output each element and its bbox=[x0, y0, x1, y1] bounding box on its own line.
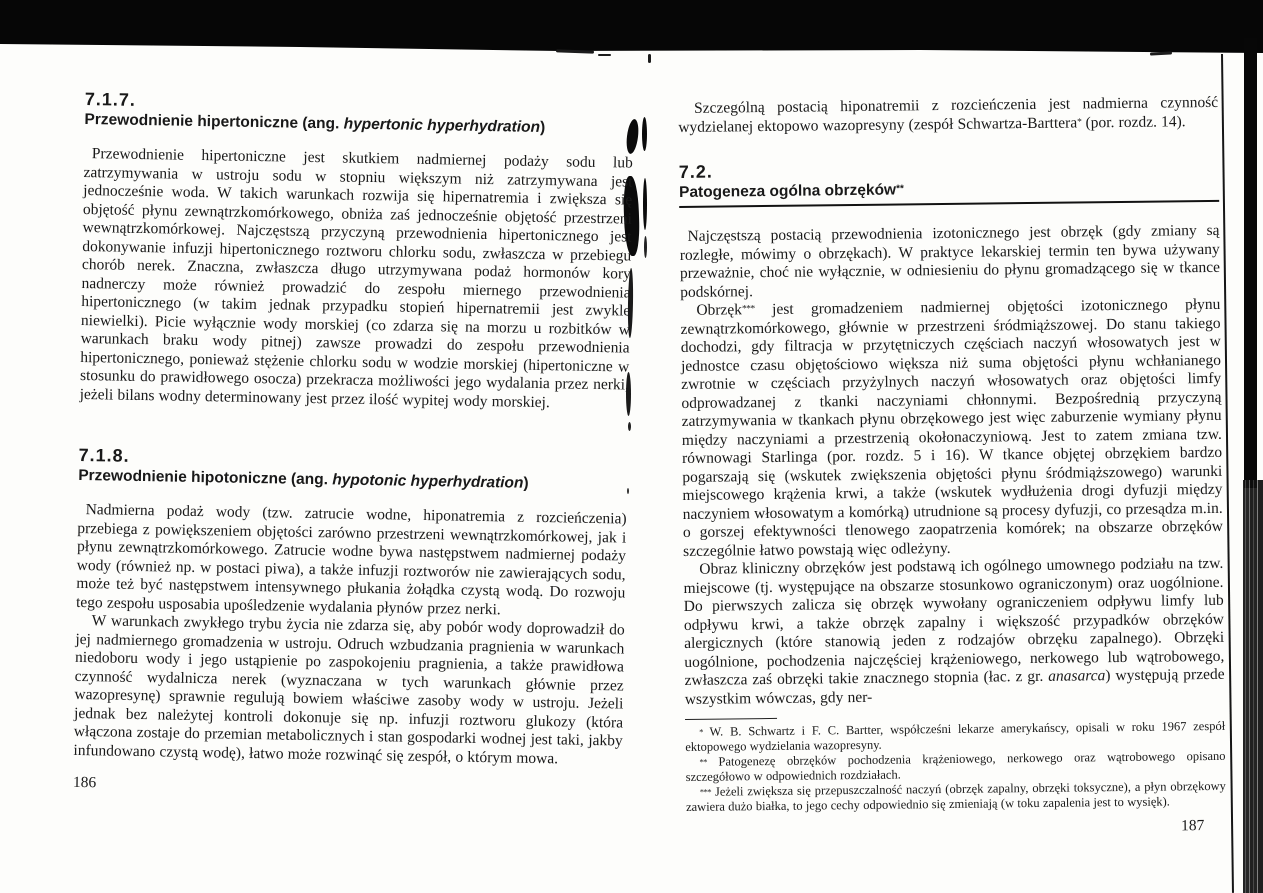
body-paragraph: W warunkach zwykłego trybu życia nie zdarza się, aby pobór wody doprowadził do jej nadmiernego gromadzenia w ustroju. Odruch wzbudzania pragnienia w warunkach niedoboru wody i jego ustąpienie po zaspokojeniu pragnienia, a także prawidłowa czynność wydalnicza nerek (wyznaczana w tych warunkach głównie przez wazopresynę) sprawnie regulują bowiem właściwe zasoby wody w ustroju. Jeżeli jednak bez należytej kontroli dokonuje się np. infuzji roztworu glukozy (która włączona zostaje do przemian metabolicznych i stan gospodarki wodnej jest taki, jakby infundowano czystą wodę), łatwo może rozwinąć się zespół, o którym mowa. bbox=[73, 612, 625, 767]
body-paragraph bbox=[683, 555, 1225, 709]
scan-gutter-mark bbox=[642, 117, 647, 151]
footnote-ref: *** bbox=[741, 304, 755, 315]
footnote bbox=[686, 779, 1226, 815]
section-number: 7.1.8. bbox=[78, 444, 130, 466]
scan-speck bbox=[648, 54, 651, 63]
body-paragraph: Nadmierna podaż wody (tzw. zatrucie wodne, hiponatremia z rozcieńczenia) przebiega z powiększeniem objętości zarówno przestrzeni wewnątrzkomórkowej, jak i płynu zewnątrzkomórkowego. Zatrucie wodne bywa następstwem nadmiernej podaży wody (również np. w postaci piwa), a także infuzji roztworów nie zawierających sodu, może też być następstwem intensywnego płukania żołądka czystą wodą. Do rozwoju tego zespołu usposabia upośledzenie wydalania płynów przez nerki. bbox=[75, 501, 627, 618]
footnote-ref: ** bbox=[895, 183, 904, 195]
section-title-italic: hypotonic hyperhydration bbox=[332, 471, 524, 492]
section-7-1-8 bbox=[73, 446, 627, 770]
scan-speck bbox=[1150, 51, 1172, 55]
page-left bbox=[73, 90, 634, 801]
paragraph-text: Obraz kliniczny obrzęków jest podstawą ich ogólnego umownego podziału na tzw. miejscowe (tj. występujące na obszarze stosunkowo ograniczonym) oraz uogólnione. Do pierwszych zalicza się obrzęk wywołany ograniczeniem odpływu limfy lub odpływu krwi, a także obrzęk zapalny i większość przypadków obrzęków alergicznych (które stanowią jeden z rodzajów obrzęku zapalnego). Obrzęki uogólnione, pochodzenia najczęściej krążeniowego, nerkowego lub wątrobowego, zwłaszcza zaś obrzęki takie znacznego stopnia (łac. z gr. bbox=[683, 554, 1225, 689]
section-title-italic: hypertonic hyperhydration bbox=[343, 115, 541, 136]
footnote-text: Patogenezę obrzęków pochodzenia krążeniowego, nerkowego oraz wątrobowego opisano szczegółowo w odpowiednich rozdziałach. bbox=[685, 748, 1226, 784]
intro-text: Szczególną postacią hiponatremii z rozcieńczenia jest nadmierna czynność wydzielanej ektopowo wazopresyny (zespół Schwartza-Barttera bbox=[678, 93, 1219, 136]
scan-gutter-mark bbox=[628, 422, 631, 431]
scan-gutter-mark bbox=[643, 178, 647, 230]
page-number-left: 186 bbox=[72, 773, 97, 792]
scan-gutter-mark bbox=[644, 236, 647, 258]
footnote-block bbox=[685, 713, 1226, 815]
latin-term-italic: anasarca bbox=[1048, 667, 1106, 685]
section-number: 7.2. bbox=[678, 161, 713, 182]
section-title-close: ) bbox=[539, 118, 546, 137]
section-number: 7.1.7. bbox=[84, 89, 137, 110]
paragraph-lead-word: Obrzęk bbox=[696, 301, 743, 319]
page-right bbox=[678, 94, 1226, 841]
footnote-ref: * bbox=[1077, 116, 1082, 127]
section-title-close: ) bbox=[523, 474, 529, 492]
footnote-marker: ** bbox=[699, 756, 708, 767]
scan-edge-band bbox=[1244, 38, 1257, 488]
scan-speck bbox=[556, 49, 594, 53]
section-title-text: Przewodnienie hipotoniczne (ang. bbox=[78, 466, 333, 489]
scan-edge-band-streaks bbox=[1243, 480, 1263, 893]
section-title-text: Przewodnienie hipertoniczne (ang. bbox=[84, 110, 344, 133]
footnote-separator bbox=[685, 718, 777, 720]
body-paragraph: Najczęstszą postacią przewodnienia izotonicznego jest obrzęk (gdy zmiany są rozległe, mówimy o obrzękach). W praktyce lekarskiej termin ten bywa używany przeważnie, choć nie wyłącznie, w odniesieniu do płynu gromadzącego się w tkance podskórnej. bbox=[679, 221, 1221, 301]
section-7-1-7 bbox=[80, 90, 634, 414]
paragraph-text: jest gromadzeniem nadmiernej objętości izotonicznego płynu zewnątrzkomórkowego, głównie w przestrzeni śródmiąższowej. Do stanu takiego dochodzi, gdy filtracja w przytętniczych częściach naczyń włosowatych jest w jednostce czasu objętościowo większa niż suma objętości płynu wchłanianego zwrotnie w częściach przyżylnych naczyń włosowatych oraz objętości limfy odprowadzanej z tkanki naczyniami chłonnymi. Bezpośrednią przyczyną zatrzymywania w tkankach płynu obrzękowego jest więc zaburzenie wymiany płynu między naczyniami a przestrzenią okołonaczyniową. Jest to zatem zmiana tzw. równowagi Starlinga (por. rozdz. 5 i 16). W tkance objętej obrzękiem bardzo pogarszają się (wskutek zwiększenia objętości płynu śródmiąższowego) warunki miejscowego krążenia krwi, a także (wskutek wydłużenia drogi dyfuzji między naczyniem włosowatym a komórką) utrudnione są procesy dyfuzji, co przesądza m.in. o gorszej efektywności tlenowego zaopatrzenia komórek; na obszarze obrzęków szczególnie łatwo powstają więc odleżyny. bbox=[680, 295, 1223, 560]
footnote-text: Jeżeli zwiększa się przepuszczalność naczyń (obrzęk zapalny, obrzęki toksyczne), a płyn obrzękowy zawiera dużo białka, to jego cechy odpowiednio się zmieniają (w toku zapalenia jest to wysięk). bbox=[685, 778, 1226, 814]
paragraph-text-end: ) występują przede wszystkim wówczas, gdy ner- bbox=[684, 665, 1225, 708]
section-title-text: Patogeneza ogólna obrzęków bbox=[678, 181, 897, 201]
body-paragraph: Przewodnienie hipertoniczne jest skutkiem nadmiernej podaży sodu lub zatrzymywania w ustroju sodu w stopniu większym niż zatrzymywana jest jednocześnie woda. W takich warunkach rozwija się hipernatremia i zwiększa się objętość płynu zewnątrzkomórkowego, obniża zaś jednocześnie objętość przestrzeni wewnątrzkomórkowej. Najczęstszą przyczyną przewodnienia hipertonicznego jest dokonywanie infuzji hipertonicznego roztworu chlorku sodu, zwłaszcza w przebiegu chorób nerek. Znaczna, zwłaszcza długo utrzymywana podaż hormonów kory nadnerczy może również prowadzić do zespołu miernego przewodnienia hipertonicznego (w takim jednak przypadku stopień hipernatremii jest zwykle niewielki). Picie wyłącznie wody morskiej (co zdarza się na morzu u rozbitków w warunkach braku wody pitnej) zawsze prowadzi do zespołu przewodnienia hipertonicznego, ponieważ stężenie chlorku sodu w wodzie morskiej (hipertoniczne w stosunku do prawidłowego osocza) przekracza możliwości jego wydalania przez nerki, jeżeli bilans wodny determinowany jest przez ilość wypitej wody morskiej. bbox=[79, 145, 633, 411]
intro-text-end: (por. rozdz. 14). bbox=[1081, 112, 1186, 131]
footnote-marker: *** bbox=[699, 786, 712, 797]
section-7-2 bbox=[679, 157, 1219, 208]
scan-speck bbox=[598, 54, 611, 56]
scan-artifact-top-bar bbox=[0, 0, 1263, 58]
footnote-text: W. B. Schwartz i F. C. Bartter, współcześni lekarze amerykańscy, opisali w roku 1967 zespół ektopowego wydzielania wazopresyny. bbox=[685, 718, 1226, 754]
body-paragraph bbox=[680, 296, 1223, 561]
intro-paragraph bbox=[678, 94, 1218, 137]
footnote-marker: * bbox=[699, 726, 703, 737]
scan-gutter-mark bbox=[627, 488, 629, 494]
page-number-right: 187 bbox=[1180, 817, 1205, 835]
